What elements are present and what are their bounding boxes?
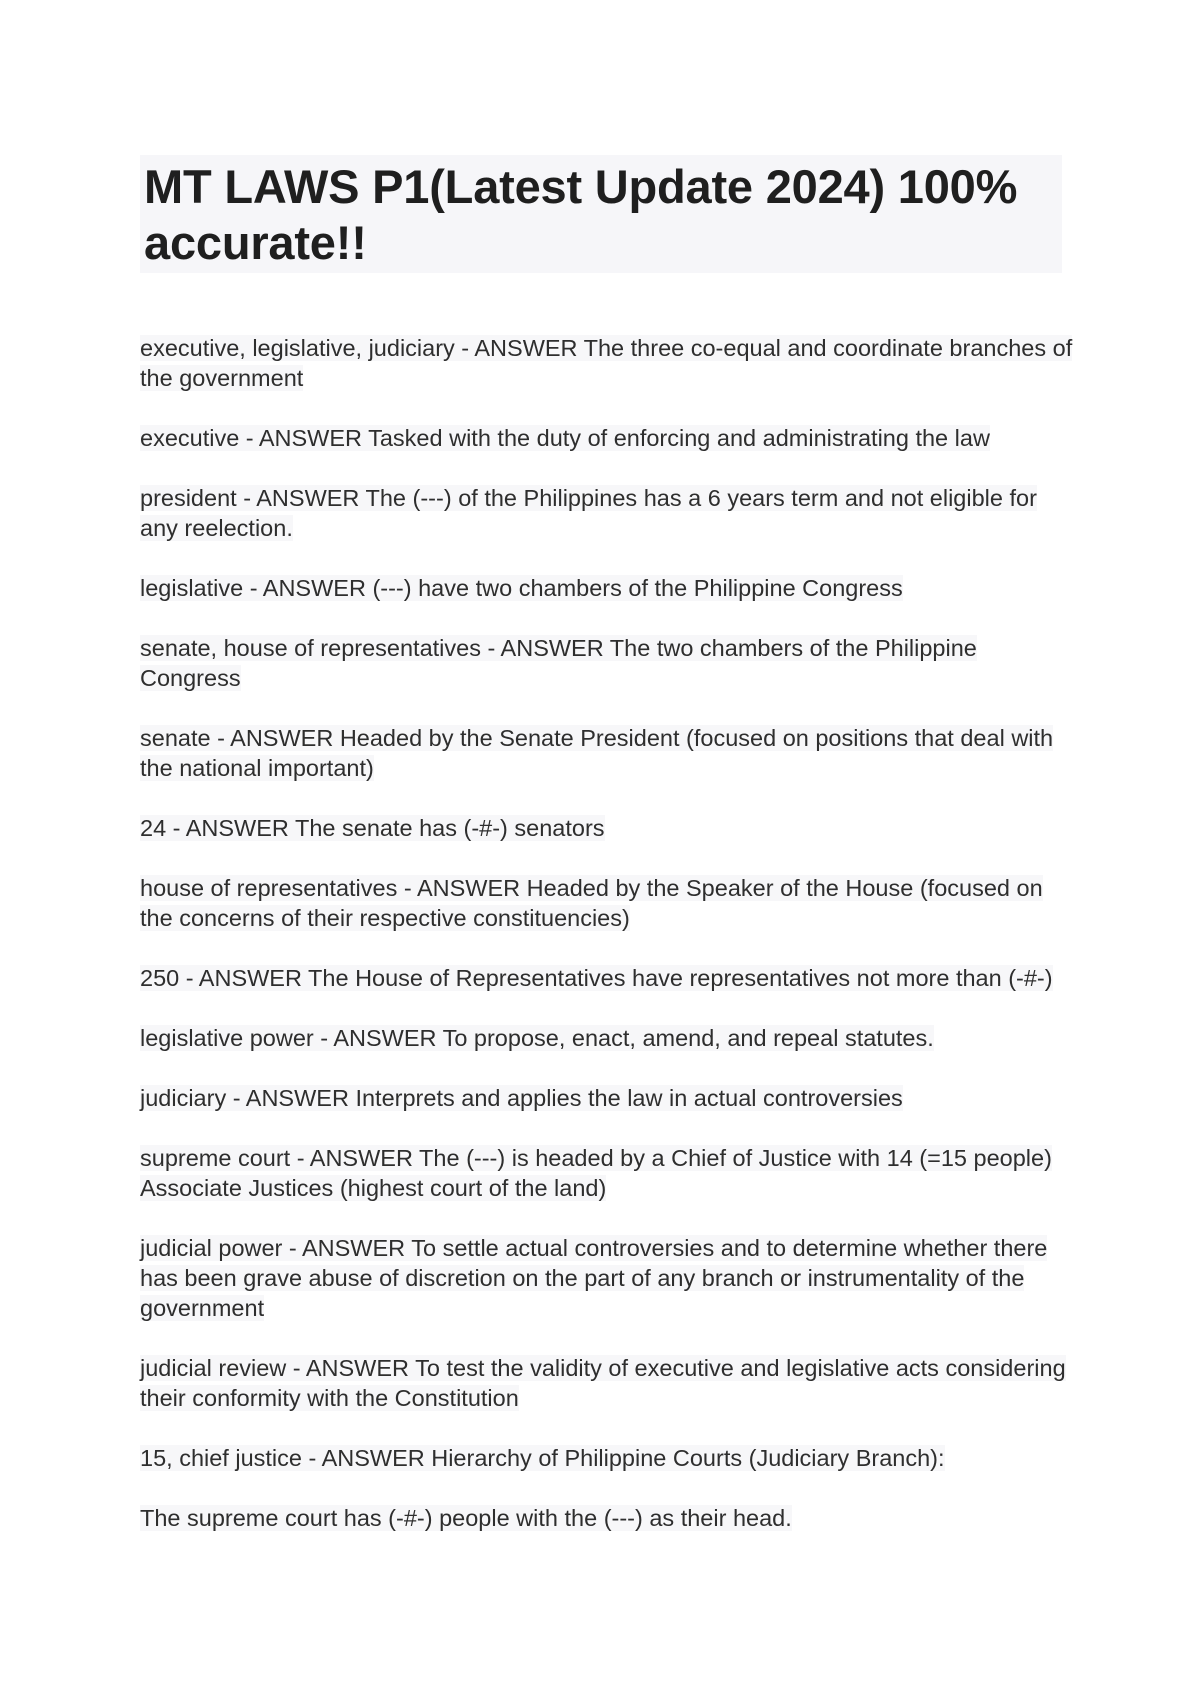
title-block [140,155,1062,273]
qa-text: senate, house of representatives - ANSWER The two chambers of the Philippine Congress [140,635,977,691]
qa-item [140,1143,1080,1203]
qa-item [140,1023,1080,1053]
qa-list [140,333,1080,1563]
qa-text: 250 - ANSWER The House of Representatives have representatives not more than (-#-) [140,965,1053,991]
qa-item [140,573,1080,603]
qa-item [140,1353,1080,1413]
qa-text: 15, chief justice - ANSWER Hierarchy of Philippine Courts (Judiciary Branch): [140,1445,945,1471]
document-title: MT LAWS P1(Latest Update 2024) 100% accurate!! [144,160,1018,269]
qa-item [140,333,1080,393]
qa-item [140,813,1080,843]
qa-item [140,873,1080,933]
qa-text: executive - ANSWER Tasked with the duty of enforcing and administrating the law [140,425,990,451]
qa-text: legislative - ANSWER (---) have two chambers of the Philippine Congress [140,575,903,601]
qa-text: executive, legislative, judiciary - ANSWER The three co-equal and coordinate branches of the government [140,335,1073,391]
qa-item [140,1503,1080,1533]
qa-text: senate - ANSWER Headed by the Senate President (focused on positions that deal with the national important) [140,725,1054,781]
qa-text: 24 - ANSWER The senate has (-#-) senators [140,815,605,841]
qa-text: house of representatives - ANSWER Headed by the Speaker of the House (focused on the concerns of their respective constituencies) [140,875,1043,931]
qa-text: judiciary - ANSWER Interprets and applies the law in actual controversies [140,1085,903,1111]
qa-text: judicial review - ANSWER To test the validity of executive and legislative acts considering their conformity with the Constitution [140,1355,1066,1411]
qa-text: supreme court - ANSWER The (---) is headed by a Chief of Justice with 14 (=15 people) Associate Justices (highest court of the land) [140,1145,1052,1201]
qa-text: judicial power - ANSWER To settle actual controversies and to determine whether there has been grave abuse of discretion on the part of any branch or instrumentality of the government [140,1235,1048,1321]
qa-text: president - ANSWER The (---) of the Philippines has a 6 years term and not eligible for any reelection. [140,485,1037,541]
qa-text: The supreme court has (-#-) people with the (---) as their head. [140,1505,792,1531]
qa-item [140,1233,1080,1323]
qa-item [140,1083,1080,1113]
qa-item [140,423,1080,453]
qa-item [140,723,1080,783]
qa-item [140,633,1080,693]
qa-item [140,1443,1080,1473]
qa-text: legislative power - ANSWER To propose, enact, amend, and repeal statutes. [140,1025,934,1051]
qa-item [140,483,1080,543]
qa-item [140,963,1080,993]
